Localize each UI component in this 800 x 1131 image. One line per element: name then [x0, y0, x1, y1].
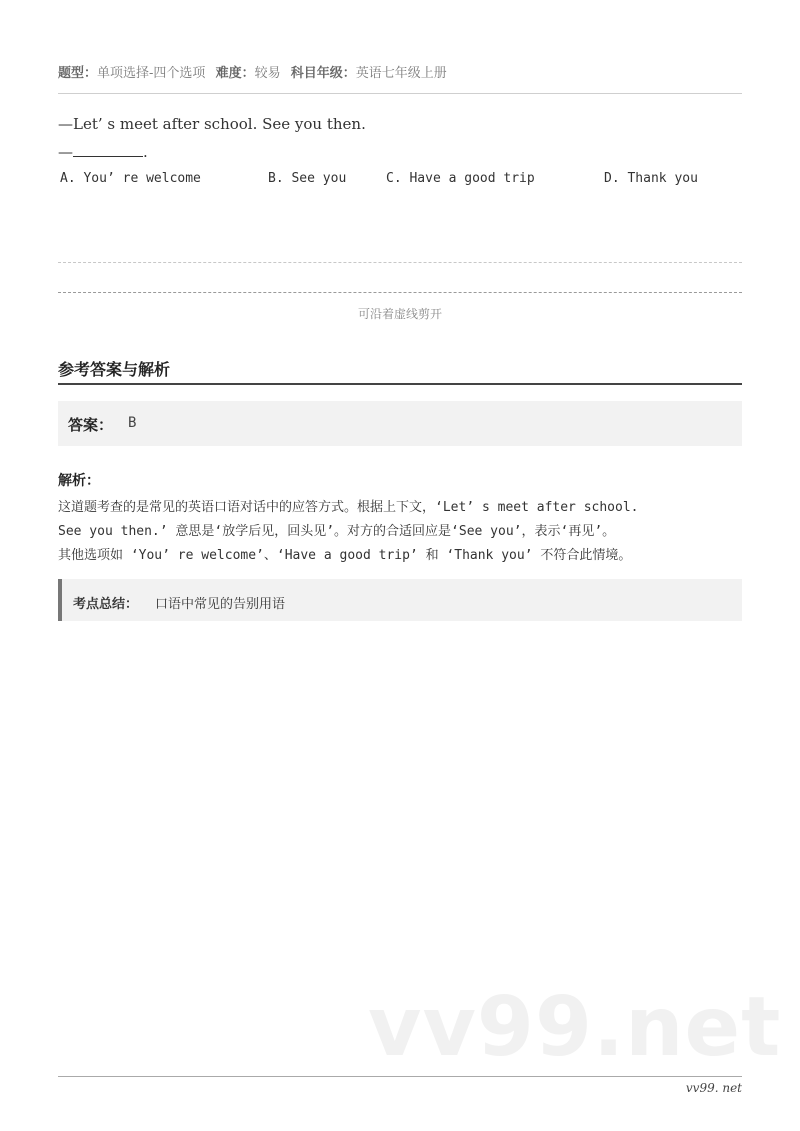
subject-label: 科目年级：: [290, 66, 356, 81]
cut-line-upper: [58, 262, 742, 263]
question-line-2: [58, 143, 148, 161]
section-title: 参考答案与解析: [58, 360, 171, 379]
question-line-1: —Let’ s meet after school. See you then.: [58, 115, 366, 133]
answer-blank: [73, 144, 143, 157]
subject-value: 英语七年级上册: [355, 66, 447, 81]
type-value: 单项选择-四个选项: [97, 66, 206, 81]
option-a: A. You’ re welcome: [60, 171, 201, 186]
dash-prefix: —: [58, 143, 73, 161]
explanation-line-3: 其他选项如 ‘You’ re welcome’、‘Have a good trip’ 和 ‘Thank you’ 不符合此情境。: [58, 548, 632, 563]
watermark: vv99.net: [368, 980, 782, 1075]
key-point-label: 考点总结：: [73, 597, 139, 612]
answer-value: B: [128, 415, 137, 431]
footer-site: vv99. net: [685, 1081, 742, 1095]
key-point-value: 口语中常见的告别用语: [155, 597, 286, 612]
header-divider: [58, 93, 742, 94]
section-rule: [58, 383, 742, 385]
footer-rule: [58, 1076, 742, 1077]
cut-line-lower: [58, 292, 742, 293]
answer-box: [58, 401, 742, 446]
period: .: [143, 143, 148, 161]
option-b: B. See you: [268, 171, 347, 186]
difficulty-value: 较易: [254, 66, 281, 81]
key-point-box: [58, 579, 742, 621]
question-meta: [58, 62, 453, 81]
difficulty-label: 难度：: [215, 66, 255, 81]
option-d: D. Thank you: [604, 171, 698, 186]
answer-label: 答案：: [68, 416, 114, 434]
cut-hint: 可沿着虚线剪开: [357, 307, 442, 321]
explanation-line-1: 这道题考查的是常见的英语口语对话中的应答方式。根据上下文，‘Let’ s meet after school.: [58, 500, 639, 515]
option-c: C. Have a good trip: [386, 171, 535, 186]
explanation-label: 解析：: [58, 473, 100, 489]
type-label: 题型：: [58, 66, 98, 81]
explanation-line-2: See you then.’ 意思是‘放学后见，回头见’。对方的合适回应是‘See you’，表示‘再见’。: [58, 524, 616, 539]
